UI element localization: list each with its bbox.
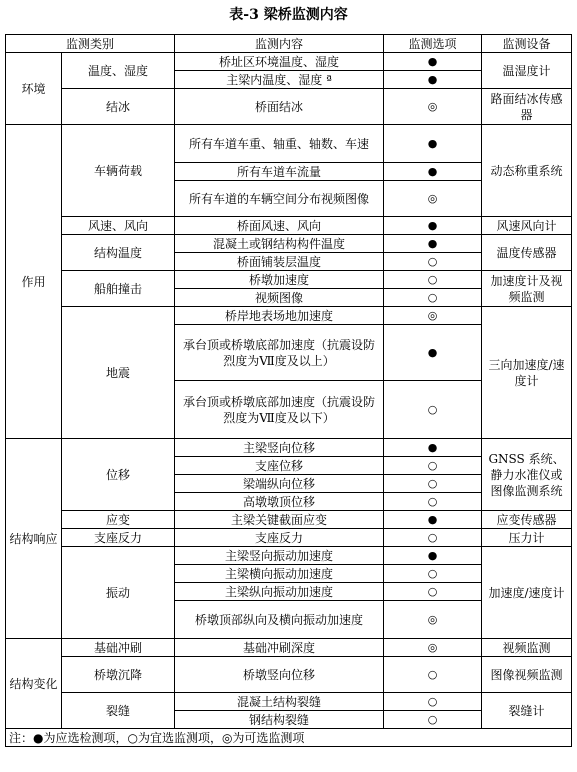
option-cell: ○	[384, 457, 482, 475]
option-cell: ◎	[384, 307, 482, 325]
option-cell: ○	[384, 529, 482, 547]
content-cell: 主梁竖向位移	[175, 439, 384, 457]
content-cell: 承台顶或桥墩底部加速度（抗震设防烈度为Ⅶ度及以上）	[175, 325, 384, 381]
table-row	[6, 529, 572, 547]
equipment-cell: 加速度/速度计	[482, 547, 572, 639]
option-cell: ○	[384, 693, 482, 711]
option-cell: ○	[384, 493, 482, 511]
option-cell: ○	[384, 583, 482, 601]
option-cell: ◎	[384, 601, 482, 639]
subcategory-cell: 位移	[62, 439, 175, 511]
subcategory-cell: 地震	[62, 307, 175, 439]
option-cell: ◎	[384, 181, 482, 217]
header-option: 监测选项	[384, 35, 482, 53]
content-cell: 主梁关键截面应变	[175, 511, 384, 529]
content-cell: 桥面结冰	[175, 89, 384, 125]
table-row	[6, 89, 572, 125]
content-cell: 混凝土或钢结构构件温度	[175, 235, 384, 253]
category-cell: 结构变化	[6, 639, 62, 729]
option-cell: ●	[384, 439, 482, 457]
option-cell: ○	[384, 475, 482, 493]
option-cell: ○	[384, 381, 482, 439]
header-content: 监测内容	[175, 35, 384, 53]
table-row	[6, 217, 572, 235]
equipment-cell: 温度传感器	[482, 235, 572, 271]
table-row	[6, 307, 572, 325]
subcategory-cell: 车辆荷载	[62, 125, 175, 217]
content-cell: 主梁纵向振动加速度	[175, 583, 384, 601]
content-cell: 桥面风速、风向	[175, 217, 384, 235]
equipment-cell: 路面结冰传感器	[482, 89, 572, 125]
equipment-cell: 风速风向计	[482, 217, 572, 235]
category-cell: 环境	[6, 53, 62, 125]
option-cell: ●	[384, 511, 482, 529]
option-cell: ●	[384, 53, 482, 71]
subcategory-cell: 裂缝	[62, 693, 175, 729]
equipment-cell: 三向加速度/速度计	[482, 307, 572, 439]
option-cell: ●	[384, 71, 482, 89]
content-cell: 所有车道车重、轴重、轴数、车速	[175, 125, 384, 163]
equipment-cell: 视频监测	[482, 639, 572, 657]
subcategory-cell: 桥墩沉降	[62, 657, 175, 693]
header-row	[6, 35, 572, 53]
table-row	[6, 53, 572, 71]
option-cell: ●	[384, 547, 482, 565]
table-row	[6, 639, 572, 657]
content-cell: 混凝土结构裂缝	[175, 693, 384, 711]
content-cell: 基础冲刷深度	[175, 639, 384, 657]
subcategory-cell: 应变	[62, 511, 175, 529]
content-cell: 所有车道的车辆空间分布视频图像	[175, 181, 384, 217]
option-cell: ○	[384, 711, 482, 729]
option-cell: ○	[384, 565, 482, 583]
content-cell: 桥面铺装层温度	[175, 253, 384, 271]
content-cell: 桥址区环境温度、湿度	[175, 53, 384, 71]
content-cell: 桥岸地表场地加速度	[175, 307, 384, 325]
content-cell: 主梁横向振动加速度	[175, 565, 384, 583]
table-row	[6, 693, 572, 711]
subcategory-cell: 基础冲刷	[62, 639, 175, 657]
table-row	[6, 657, 572, 693]
option-cell: ○	[384, 271, 482, 289]
option-cell: ●	[384, 235, 482, 253]
content-cell: 高墩墩顶位移	[175, 493, 384, 511]
content-cell: 桥墩竖向位移	[175, 657, 384, 693]
equipment-cell: 应变传感器	[482, 511, 572, 529]
content-cell: 梁端纵向位移	[175, 475, 384, 493]
header-equipment: 监测设备	[482, 35, 572, 53]
equipment-cell: 温湿度计	[482, 53, 572, 89]
table-row	[6, 271, 572, 289]
category-cell: 结构响应	[6, 439, 62, 639]
table-row	[6, 235, 572, 253]
subcategory-cell: 温度、湿度	[62, 53, 175, 89]
content-cell: 桥墩顶部纵向及横向振动加速度	[175, 601, 384, 639]
option-cell: ●	[384, 217, 482, 235]
equipment-cell: 动态称重系统	[482, 125, 572, 217]
subcategory-cell: 风速、风向	[62, 217, 175, 235]
option-cell: ●	[384, 125, 482, 163]
content-cell: 主梁竖向振动加速度	[175, 547, 384, 565]
content-cell: 承台顶或桥墩底部加速度（抗震设防烈度为Ⅶ度及以下）	[175, 381, 384, 439]
option-cell: ○	[384, 657, 482, 693]
table-row	[6, 511, 572, 529]
equipment-cell: 加速度计及视频监测	[482, 271, 572, 307]
content-cell: 支座位移	[175, 457, 384, 475]
category-cell: 作用	[6, 125, 62, 439]
content-cell: 主梁内温度、湿度 ª	[175, 71, 384, 89]
subcategory-cell: 振动	[62, 547, 175, 639]
note-row	[6, 729, 572, 747]
content-cell: 支座反力	[175, 529, 384, 547]
content-cell: 桥墩加速度	[175, 271, 384, 289]
table-note: 注：●为应选检测项，○为宜选监测项，◎为可选监测项	[6, 729, 572, 747]
option-cell: ○	[384, 253, 482, 271]
option-cell: ○	[384, 289, 482, 307]
subcategory-cell: 支座反力	[62, 529, 175, 547]
table-row	[6, 439, 572, 457]
equipment-cell: 图像视频监测	[482, 657, 572, 693]
content-cell: 视频图像	[175, 289, 384, 307]
option-cell: ◎	[384, 89, 482, 125]
header-type: 监测类别	[6, 35, 175, 53]
content-cell: 所有车道车流量	[175, 163, 384, 181]
subcategory-cell: 结构温度	[62, 235, 175, 271]
subcategory-cell: 船舶撞击	[62, 271, 175, 307]
monitoring-table	[5, 34, 572, 747]
content-cell: 钢结构裂缝	[175, 711, 384, 729]
table-row	[6, 547, 572, 565]
option-cell: ●	[384, 163, 482, 181]
table-row	[6, 125, 572, 163]
equipment-cell: 压力计	[482, 529, 572, 547]
option-cell: ◎	[384, 639, 482, 657]
option-cell: ●	[384, 325, 482, 381]
subcategory-cell: 结冰	[62, 89, 175, 125]
equipment-cell: 裂缝计	[482, 693, 572, 729]
table-title: 表-3 梁桥监测内容	[229, 7, 348, 23]
equipment-cell: GNSS 系统、静力水准仪或图像监测系统	[482, 439, 572, 511]
